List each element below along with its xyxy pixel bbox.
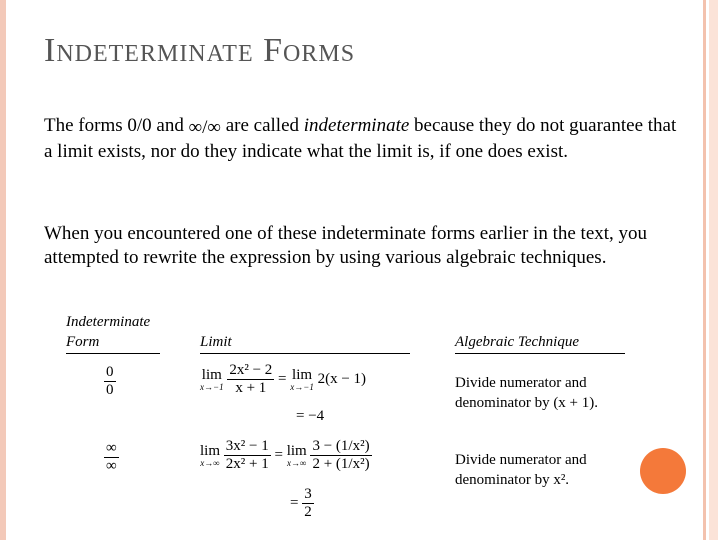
row2-lim-sub: x→∞ xyxy=(200,457,220,468)
left-frame-border xyxy=(0,0,6,540)
p1-text-after: because they do not guarantee that a limit exists, nor do they indicate what the limit is, if one does exist. xyxy=(44,115,677,162)
right-frame-line xyxy=(703,0,706,540)
row1-lim-rhs-sub: x→−1 xyxy=(290,381,314,392)
header-rule-limit xyxy=(200,353,410,354)
header-form-line1: Indeterminate xyxy=(66,314,151,330)
paragraph-techniques: When you encountered one of these indeterminate forms earlier in the text, you attempted to rewrite the expression by using various algebraic techniques. xyxy=(44,223,648,268)
row2-technique-line1: Divide numerator and xyxy=(455,452,587,468)
row2-result-equals: = xyxy=(290,494,299,511)
right-frame-band xyxy=(709,0,718,540)
row1-technique-line1: Divide numerator and xyxy=(455,375,587,391)
row2-rhs-denominator: 2 + (1/x²) xyxy=(312,456,370,472)
row1-lim-sub: x→−1 xyxy=(200,381,224,392)
row1-denominator: x + 1 xyxy=(235,380,267,396)
header-limit: Limit xyxy=(200,334,232,350)
row2-result-denominator: 2 xyxy=(304,504,312,520)
header-rule-form xyxy=(66,353,160,354)
row1-equals: = xyxy=(278,370,287,387)
row1-limit-expression xyxy=(200,362,366,397)
row1-form-denominator: 0 xyxy=(106,382,114,398)
infinity-over-infinity: ∞/∞ xyxy=(188,117,221,138)
row1-lim: lim xyxy=(201,366,222,383)
row2-numerator: 3x² − 1 xyxy=(225,438,269,454)
paragraph-forms xyxy=(44,114,684,164)
p1-italic-term: indeterminate xyxy=(303,115,410,136)
row2-lim: lim xyxy=(200,442,221,459)
row1-technique xyxy=(455,373,645,413)
row2-denominator: 2x² + 1 xyxy=(225,456,269,472)
row1-lim-rhs: lim xyxy=(292,366,313,383)
row1-result: = −4 xyxy=(296,408,325,424)
header-rule-technique xyxy=(455,353,625,354)
row1-technique-line2: denominator by (x + 1). xyxy=(455,395,599,411)
row2-equals: = xyxy=(274,446,283,463)
row2-result xyxy=(290,486,314,521)
row2-rhs-numerator: 3 − (1/x²) xyxy=(312,438,370,454)
row2-technique-line2: denominator by x². xyxy=(455,472,570,488)
row2-technique xyxy=(455,450,645,490)
row2-form-denominator: ∞ xyxy=(106,458,117,474)
row1-numerator: 2x² − 2 xyxy=(229,362,273,378)
header-technique: Algebraic Technique xyxy=(455,334,580,350)
row1-form-numerator: 0 xyxy=(106,364,114,380)
row1-form xyxy=(104,364,116,399)
row2-lim-rhs: lim xyxy=(286,442,307,459)
row2-form xyxy=(104,440,119,475)
row1-rhs: 2(x − 1) xyxy=(317,370,367,387)
row2-lim-rhs-sub: x→∞ xyxy=(287,457,307,468)
decorative-orange-circle xyxy=(640,448,686,494)
row2-result-numerator: 3 xyxy=(304,486,312,502)
slide-title: Indeterminate Forms xyxy=(44,32,356,69)
row2-limit-expression xyxy=(200,438,372,473)
p1-text-before: The forms 0/0 and xyxy=(44,115,189,136)
p1-text-mid: are called xyxy=(220,115,304,136)
row2-form-numerator: ∞ xyxy=(106,440,117,456)
header-form-line2: Form xyxy=(66,334,100,350)
